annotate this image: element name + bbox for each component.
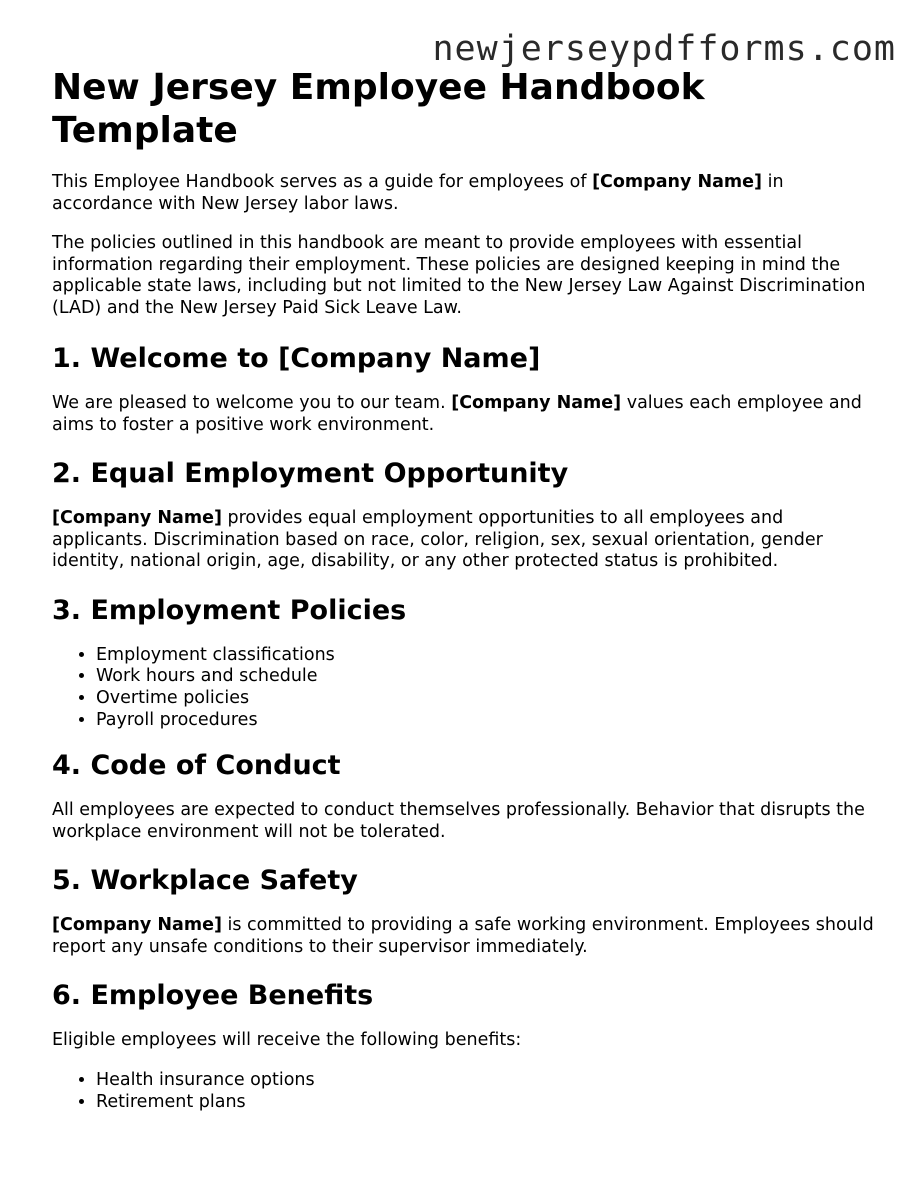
list-item: • Payroll procedures [96,710,882,732]
policies-list [52,645,882,732]
section-heading-benefits: 6. Employee Benefits [52,980,374,1012]
section-text-welcome: We are pleased to welcome you to our team. [Company Name] values each employee and aims to foster a positive work environment. [52,393,862,435]
list-item: • Retirement plans [96,1092,882,1114]
intro-paragraph-1: This Employee Handbook serves as a guide for employees of [Company Name] in accordance with New Jersey labor laws. [52,172,784,214]
intro-paragraph-2: The policies outlined in this handbook are meant to provide employees with essential information regarding their employment. These policies are designed keeping in mind the applicable state laws, including but not limited to the New Jersey Law Against Discrimination (LAD) and the New Jersey Paid Sick Leave Law. [52,233,866,318]
section-text-benefits: Eligible employees will receive the following benefits: [52,1030,522,1051]
section-heading-welcome: 1. Welcome to [Company Name] [52,343,541,374]
company-name-placeholder: [Company Name] [52,508,222,528]
company-name-placeholder: [Company Name] [52,915,222,936]
company-name-placeholder: [Company Name] [592,172,763,192]
section-text-safety: [Company Name] is committed to providing a safe working environment. Employees should report any unsafe conditions to their supervisor immediately. [52,915,874,957]
section-text-eeo: [Company Name] provides equal employment opportunities to all employees and applicants. Discrimination based on race, color, religion, sex, sexual orientation, gender identity, national origin, age, disability, or any other protected status is prohibited. [52,508,823,571]
section-heading-policies: 3. Employment Policies [52,594,407,626]
list-item: • Overtime policies [96,688,882,710]
document-content [52,66,882,1132]
document-title: New Jersey Employee Handbook Template [52,67,705,151]
site-watermark: newjerseypdfforms.com [432,29,896,69]
section-heading-conduct: 4. Code of Conduct [52,750,341,782]
section-heading-eeo: 2. Equal Employment Opportunity [52,458,569,489]
list-item: • Health insurance options [96,1070,882,1092]
benefits-list [52,1070,882,1113]
section-text-conduct: All employees are expected to conduct themselves professionally. Behavior that disrupts the workplace environment will not be tolerated. [52,800,865,842]
section-heading-safety: 5. Workplace Safety [52,865,358,897]
company-name-placeholder: [Company Name] [451,393,622,413]
list-item: • Employment classifications [96,645,882,667]
list-item: • Work hours and schedule [96,666,882,688]
